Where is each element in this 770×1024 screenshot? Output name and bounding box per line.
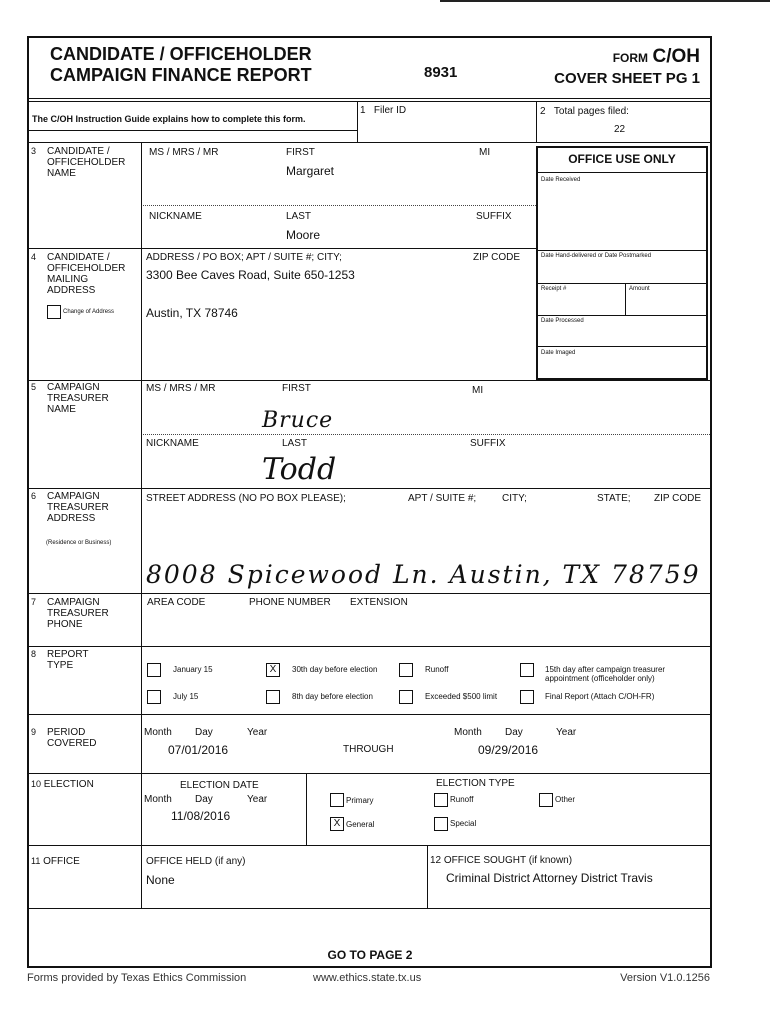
- section7-label: [31, 597, 139, 630]
- s9-year-label: Year: [247, 727, 268, 738]
- s7-phone-label: PHONE NUMBER: [249, 597, 331, 608]
- form-number: 8931: [424, 64, 458, 81]
- section4-label4: ADDRESS: [47, 285, 96, 296]
- section5-label3: NAME: [47, 404, 76, 415]
- section8-label2: TYPE: [47, 660, 74, 671]
- form-prefix: FORM: [612, 51, 649, 65]
- s5-suffix-label: SUFFIX: [470, 438, 506, 449]
- title-line1: CANDIDATE / OFFICEHOLDER: [50, 44, 312, 64]
- s3-nickname-label: NICKNAME: [149, 211, 202, 222]
- report-january15-label: January 15: [173, 665, 213, 674]
- office-sought-text: OFFICE SOUGHT (if known): [443, 855, 573, 866]
- s4-address-line2: Austin, TX 78746: [146, 306, 238, 320]
- s6-state-label: STATE;: [597, 493, 631, 504]
- section8-label: [31, 649, 139, 671]
- office-use-title: OFFICE USE ONLY: [568, 152, 676, 166]
- s6-zip-label: ZIP CODE: [654, 493, 702, 504]
- filer-id-text: Filer ID: [373, 105, 407, 116]
- election-runoff-label: Runoff: [450, 795, 474, 804]
- s9-month-label: Month: [144, 727, 172, 738]
- section10-label: [31, 779, 94, 790]
- report-8th-day-label: 8th day before election: [292, 692, 373, 701]
- section11-text: OFFICE: [43, 856, 80, 867]
- section9-num: 9: [31, 727, 37, 737]
- section4-num: 4: [31, 252, 37, 262]
- section3-label1: CANDIDATE /: [47, 146, 110, 157]
- section5-label1: CAMPAIGN: [47, 382, 100, 393]
- section4-label2: OFFICEHOLDER: [47, 263, 126, 274]
- report-15th-day-line1: 15th day after campaign treasurer: [545, 665, 666, 674]
- s7-ext-label: EXTENSION: [350, 597, 408, 608]
- s3-mi-label: MI: [479, 147, 491, 158]
- s10-year-label: Year: [247, 794, 268, 805]
- s10-month-label: Month: [144, 794, 172, 805]
- filer-id-num: 1: [360, 105, 366, 116]
- footer-provider: Forms provided by Texas Ethics Commission: [27, 972, 247, 984]
- election-primary-checkbox[interactable]: [330, 793, 344, 807]
- s3-last-value: Moore: [286, 228, 321, 242]
- form-title: [50, 44, 312, 86]
- s5-last-label: LAST: [282, 438, 308, 449]
- s9-through-label: THROUGH: [343, 744, 394, 755]
- footer-version: Version V1.0.1256: [620, 972, 710, 984]
- election-general-checkbox[interactable]: X: [330, 817, 344, 831]
- section6-label2: TREASURER: [47, 502, 109, 513]
- section5-num: 5: [31, 382, 37, 392]
- cover-sheet: COVER SHEET PG 1: [554, 70, 700, 87]
- s6-street-label: STREET ADDRESS (NO PO BOX PLEASE);: [146, 493, 346, 504]
- s3-last-label: LAST: [286, 211, 312, 222]
- section6-label: [31, 491, 139, 524]
- total-pages-num: 2: [540, 106, 546, 117]
- election-other-checkbox[interactable]: [539, 793, 553, 807]
- s6-sub-label: (Residence or Business): [46, 540, 112, 546]
- report-15th-day-checkbox[interactable]: [520, 663, 534, 677]
- s5-last-value: Todd: [262, 452, 337, 487]
- s4-address-label: ADDRESS / PO BOX; APT / SUITE #; CITY;: [146, 252, 342, 263]
- s9-from-value: 07/01/2016: [168, 743, 229, 757]
- section9-label: [31, 727, 139, 749]
- election-special-checkbox[interactable]: [434, 817, 448, 831]
- section7-label3: PHONE: [47, 619, 83, 630]
- report-runoff-checkbox[interactable]: [399, 663, 413, 677]
- date-received-label: Date Received: [541, 177, 581, 183]
- report-july15-label: July 15: [173, 692, 199, 701]
- report-15th-day-line2: appointment (officeholder only): [545, 674, 655, 683]
- report-30th-day-checkbox[interactable]: X: [266, 663, 280, 677]
- section4-label1: CANDIDATE /: [47, 252, 110, 263]
- s10-date-label: ELECTION DATE: [180, 780, 259, 791]
- section10-num: 10: [31, 779, 42, 789]
- section5-label: [31, 382, 139, 415]
- section11-num: 11: [31, 856, 41, 866]
- section10-text: ELECTION: [43, 779, 94, 790]
- report-exceeded-checkbox[interactable]: [399, 690, 413, 704]
- section3-label: [31, 146, 139, 179]
- s10-day-label: Day: [195, 794, 213, 805]
- report-july15-checkbox[interactable]: [147, 690, 161, 704]
- report-runoff-label: Runoff: [425, 665, 449, 674]
- section6-num: 6: [31, 491, 37, 501]
- change-of-address-label: Change of Address: [63, 309, 115, 315]
- form-code-value: C/OH: [652, 46, 700, 67]
- report-final-label: Final Report (Attach C/OH-FR): [545, 692, 655, 701]
- instruction-text: The C/OH Instruction Guide explains how to complete this form.: [32, 114, 306, 124]
- section5-label2: TREASURER: [47, 393, 109, 404]
- report-january15-checkbox[interactable]: [147, 663, 161, 677]
- s6-city-label: CITY;: [502, 493, 527, 504]
- election-general-label: General: [346, 820, 375, 829]
- section4-label: [31, 252, 139, 296]
- s3-first-value: Margaret: [286, 164, 335, 178]
- date-hand-label: Date Hand-delivered or Date Postmarked: [541, 253, 652, 259]
- goto-page2: GO TO PAGE 2: [327, 948, 413, 962]
- s5-nickname-label: NICKNAME: [146, 438, 199, 449]
- section3-num: 3: [31, 146, 37, 156]
- section9-label1: PERIOD: [47, 727, 86, 738]
- report-30th-day-label: 30th day before election: [292, 665, 378, 674]
- section9-label2: COVERED: [47, 738, 97, 749]
- report-final-checkbox[interactable]: [520, 690, 534, 704]
- office-sought-value: Criminal District Attorney District Travis: [446, 871, 653, 885]
- election-other-label: Other: [555, 795, 576, 804]
- section7-label2: TREASURER: [47, 608, 109, 619]
- footer-url: www.ethics.state.tx.us: [313, 972, 422, 984]
- title-line2: CAMPAIGN FINANCE REPORT: [50, 65, 312, 85]
- s3-suffix-label: SUFFIX: [476, 211, 512, 222]
- s4-address-line1: 3300 Bee Caves Road, Suite 650-1253: [146, 268, 355, 282]
- s9-day2-label: Day: [505, 727, 523, 738]
- s5-first-label: FIRST: [282, 383, 311, 394]
- s5-mi-label: MI: [472, 385, 484, 396]
- change-of-address-checkbox[interactable]: [47, 305, 61, 319]
- s4-zip-label: ZIP CODE: [473, 252, 521, 263]
- section7-num: 7: [31, 597, 37, 607]
- receipt-label: Receipt #: [541, 286, 567, 292]
- s3-first-label: FIRST: [286, 147, 315, 158]
- office-sought-num: 12: [430, 855, 442, 866]
- s10-date-value: 11/08/2016: [171, 809, 231, 823]
- amount-label: Amount: [629, 286, 650, 292]
- total-pages-value: 22: [614, 124, 626, 135]
- s6-apt-label: APT / SUITE #;: [408, 493, 477, 504]
- s10-type-label: ELECTION TYPE: [436, 778, 515, 789]
- section4-label3: MAILING: [47, 274, 89, 285]
- total-pages-label: [540, 106, 629, 117]
- office-held-value: None: [146, 873, 175, 887]
- report-15th-day-label: [545, 665, 665, 683]
- election-primary-label: Primary: [346, 796, 374, 805]
- report-8th-day-checkbox[interactable]: [266, 690, 280, 704]
- s5-ms-label: MS / MRS / MR: [146, 383, 216, 394]
- office-sought-label: [430, 855, 572, 866]
- section3-label2: OFFICEHOLDER: [47, 157, 126, 168]
- s7-area-label: AREA CODE: [147, 597, 206, 608]
- section6-label1: CAMPAIGN: [47, 491, 100, 502]
- s9-to-value: 09/29/2016: [478, 743, 539, 757]
- section11-label: [31, 856, 80, 867]
- election-runoff-checkbox[interactable]: [434, 793, 448, 807]
- election-special-label: Special: [450, 819, 477, 828]
- s9-day-label: Day: [195, 727, 213, 738]
- section8-label1: REPORT: [47, 649, 89, 660]
- top-edge-line: [440, 0, 770, 2]
- s3-ms-label: MS / MRS / MR: [149, 147, 219, 158]
- filer-id-label: [360, 105, 406, 116]
- date-imaged-label: Date Imaged: [541, 350, 576, 356]
- s9-month2-label: Month: [454, 727, 482, 738]
- date-processed-label: Date Processed: [541, 318, 584, 324]
- form-code: [540, 46, 700, 68]
- s9-year2-label: Year: [556, 727, 577, 738]
- total-pages-text: Total pages filed:: [553, 106, 629, 117]
- section8-num: 8: [31, 649, 37, 659]
- s5-first-value: Bruce: [262, 408, 334, 433]
- section6-label3: ADDRESS: [47, 513, 96, 524]
- section3-label3: NAME: [47, 168, 76, 179]
- office-held-label: OFFICE HELD (if any): [146, 856, 246, 867]
- report-exceeded-label: Exceeded $500 limit: [425, 692, 498, 701]
- section7-label1: CAMPAIGN: [47, 597, 100, 608]
- s6-address-value: 8008 Spicewood Ln. Austin, TX 78759: [146, 560, 701, 589]
